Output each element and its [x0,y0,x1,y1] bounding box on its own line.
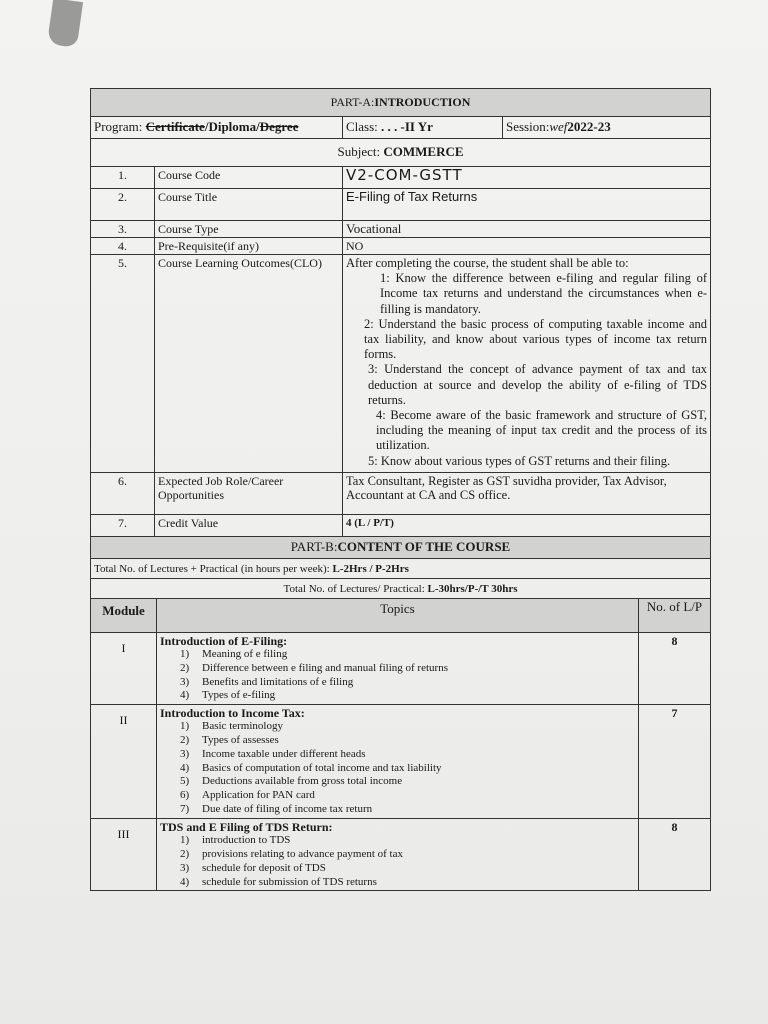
prerequisite-row [91,238,711,255]
clo-item: 4: Become aware of the basic framework and structure of GST, including the meaning of input tax credit and the process of its utilization. [376,408,708,453]
class-label: Class: [346,119,378,134]
part-b-prefix: PART-B: [290,539,338,554]
topic-item [180,834,635,848]
lectures-total-row [91,579,711,599]
part-b-title: CONTENT OF THE COURSE [337,539,511,554]
module-row-1 [91,633,711,705]
topic-item [180,689,635,703]
clo-cell [343,255,711,473]
topic-item [180,648,635,662]
session-cell [503,117,711,139]
row-label: Course Type [155,221,343,238]
program-degree-struck: Degree [259,119,299,134]
session-label: Session: [506,119,550,134]
program-diploma: /Diploma/ [204,119,260,134]
module-hours: 8 [639,633,711,705]
clo-item: 1: Know the difference between e-filing and regular filing of Income tax returns and understand the circumstances when e-filling is mandatory. [380,271,708,316]
course-code-handwritten: V2-COM-GSTT [343,167,711,189]
lectures-per-week-value: L-2Hrs / P-2Hrs [332,563,409,575]
row-label: Pre-Requisite(if any) [155,238,343,255]
part-a-title: INTRODUCTION [374,95,471,109]
session-wef: wef [549,119,568,134]
topic-text: Application for PAN card [202,789,315,802]
col-header-no-lp: No. of L/P [639,599,711,633]
topic-number: 2) [180,733,190,746]
module-topics-cell [157,705,639,819]
program-cell [91,117,343,139]
col-header-topics: Topics [157,599,639,633]
job-role-row [91,473,711,515]
topic-item [180,848,635,862]
topic-text: Due date of filing of income tax return [202,802,373,815]
topic-text: Income taxable under different heads [202,747,366,760]
topic-item [180,862,635,876]
class-value: . . . -II Yr [381,119,433,134]
clo-intro: After completing the course, the student shall be able to: [346,256,629,270]
course-type-value: Vocational [343,221,711,238]
topic-item [180,748,635,762]
topic-text: Meaning of e filing [202,648,288,660]
course-code-row [91,167,711,189]
course-title-row [91,189,711,221]
topic-item [180,734,635,748]
row-label: Course Title [155,189,343,221]
lectures-per-week-label: Total No. of Lectures + Practical (in hours per week): [94,563,333,575]
module-number: III [91,819,157,891]
course-type-row [91,221,711,238]
part-a-table [90,88,711,537]
row-number: 7. [91,515,155,537]
topic-number: 2) [180,847,190,860]
col-header-module: Module [91,599,157,633]
topic-number: 5) [180,775,190,788]
topic-text: Deductions available from gross total income [202,775,403,788]
topic-text: Types of e-filing [202,689,276,702]
topic-list [160,648,635,703]
topic-item [180,720,635,734]
clo-item: 3: Understand the concept of advance payment of tax and tax deduction at source and develop the ability of e-filing of TDS returns. [368,362,708,407]
topic-item [180,676,635,690]
topic-number: 1) [180,720,190,733]
module-topics-cell [157,819,639,891]
topic-number: 4) [180,875,190,888]
topic-item [180,662,635,676]
topic-number: 3) [180,861,190,874]
topic-item [180,803,635,817]
credit-row [91,515,711,537]
syllabus-sheet [90,88,710,891]
clo-item: 5: Know about various types of GST returns and their filing. [368,453,671,468]
program-label: Program: [94,119,146,134]
row-number: 6. [91,473,155,515]
part-b-table [90,536,711,891]
module-row-2 [91,705,711,819]
topic-number: 2) [180,661,190,674]
topic-text: Types of assesses [202,733,279,746]
clo-item: 2: Understand the basic process of computing taxable income and tax liability, and know about various types of income tax return forms. [364,316,708,362]
topic-list [160,720,635,817]
module-number: I [91,633,157,705]
topic-number: 3) [180,747,190,760]
row-label: Course Learning Outcomes(CLO) [155,255,343,473]
module-title: TDS and E Filing of TDS Return: [160,820,333,835]
topic-text: Difference between e filing and manual filing of returns [202,661,448,674]
session-value: 2022-23 [567,119,611,134]
clo-list [346,271,707,469]
topic-text: Benefits and limitations of e filing [202,675,354,688]
module-title: Introduction of E-Filing: [160,634,288,648]
class-cell [343,117,503,139]
lectures-total-label: Total No. of Lectures/ Practical: [283,583,428,595]
clo-row [91,255,711,473]
topic-list [160,834,635,889]
credit-value: 4 (L / P/T) [343,515,711,537]
topic-number: 1) [180,648,190,660]
row-number: 2. [91,189,155,221]
topic-number: 4) [180,761,190,774]
topic-item [180,775,635,789]
topic-text: schedule for submission of TDS returns [202,875,377,888]
part-a-prefix: PART-A: [330,95,375,109]
lectures-total-value: L-30hrs/P-/T 30hrs [427,583,518,595]
topic-number: 3) [180,675,190,688]
row-label: Expected Job Role/Career Opportunities [155,473,343,515]
job-role-value: Tax Consultant, Register as GST suvidha provider, Tax Advisor, Accountant at CA and CS office. [343,473,711,515]
row-label: Credit Value [155,515,343,537]
topic-item [180,762,635,776]
module-topics-cell [157,633,639,705]
topic-number: 7) [180,802,190,815]
topic-number: 4) [180,689,190,702]
topic-text: Basic terminology [202,720,283,733]
course-title-value: E-Filing of Tax Returns [343,189,711,221]
subject-label: Subject: [337,144,384,159]
row-label: Course Code [155,167,343,189]
row-number: 4. [91,238,155,255]
module-number: II [91,705,157,819]
prerequisite-value: NO [343,238,711,255]
part-b-heading [91,537,711,559]
lectures-per-week-row [91,559,711,579]
topic-item [180,789,635,803]
module-title: Introduction to Income Tax: [160,706,305,721]
topic-number: 1) [180,834,190,847]
row-number: 5. [91,255,155,473]
topic-text: Basics of computation of total income and tax liability [202,761,442,774]
row-number: 1. [91,167,155,189]
topic-text: introduction to TDS [202,834,291,847]
subject-value: COMMERCE [383,144,464,159]
topic-item [180,876,635,890]
row-number: 3. [91,221,155,238]
part-a-heading [91,89,711,117]
topic-number: 6) [180,789,190,802]
module-row-3 [91,819,711,891]
subject-row [91,139,711,167]
topic-text: provisions relating to advance payment of tax [202,847,403,860]
topic-text: schedule for deposit of TDS [202,861,326,874]
module-hours: 8 [639,819,711,891]
module-hours: 7 [639,705,711,819]
program-certificate-struck: Certificate [145,119,205,134]
